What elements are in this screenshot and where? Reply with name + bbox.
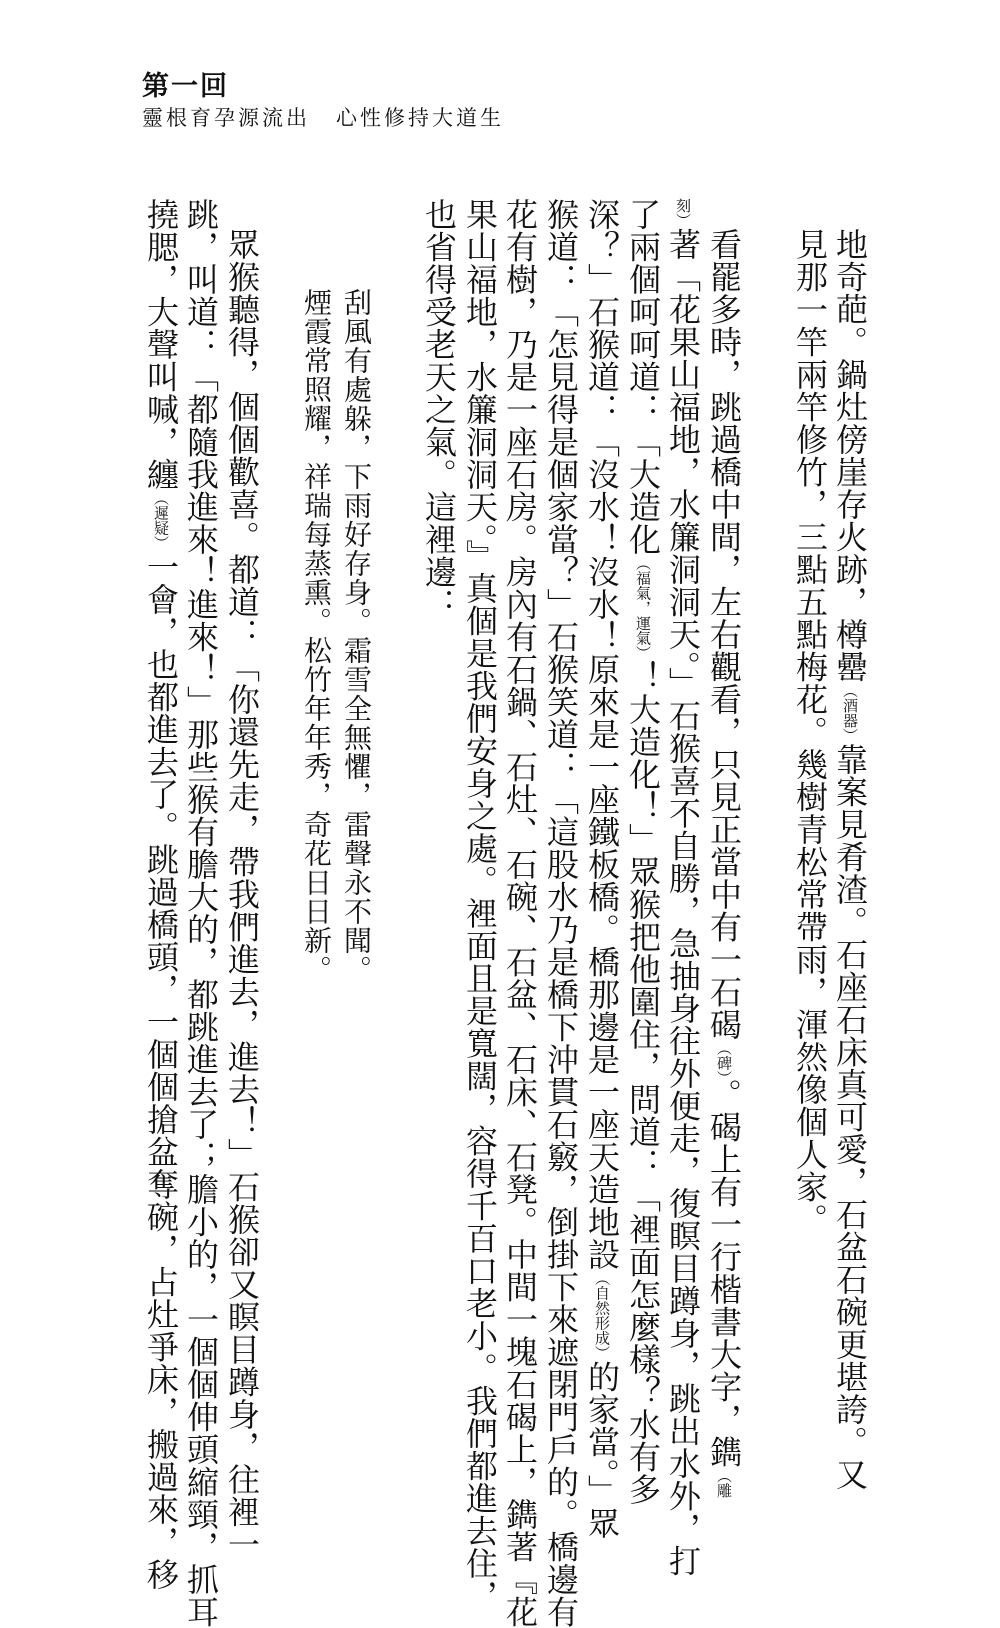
annotation: （福氣，運氣） bbox=[634, 555, 652, 661]
text-run: 花有樹，乃是一座石房。房內有石鍋、石灶、石碗、石盆、石床、石凳。中間一塊石碣上，鐫著『花 bbox=[501, 198, 539, 1628]
text-run: 深？」石猴道：「沒水！沒水！原來是一座鐵板橋。橋那邊是一座天造地設 bbox=[583, 198, 621, 1271]
text-column bbox=[584, 198, 620, 1540]
poem-column bbox=[298, 288, 334, 984]
text-run: 也省得受老天之氣。這裡邊： bbox=[420, 198, 458, 621]
text-run: 靠案見肴渣。石座石床真可愛，石盆石碗更堪誇。又 bbox=[831, 743, 869, 1491]
text-run: 撓腮，大聲叫喊，纏 bbox=[142, 198, 180, 491]
text-run: 著「花果山福地，水簾洞洞天。」石猴喜不自勝，急抽身往外便走，復瞑目蹲身，跳出水外，打 bbox=[664, 228, 702, 1577]
chapter-title bbox=[142, 102, 504, 132]
text-run: 的家當。」眾 bbox=[583, 1360, 621, 1540]
text-column bbox=[421, 198, 457, 621]
text-column bbox=[462, 198, 498, 1612]
text-run: 果山福地，水簾洞洞天。』真個是我們安身之處。裡面且是寬闊，容得千百口老小。我們都進去住， bbox=[461, 198, 499, 1612]
annotation: （遲疑） bbox=[152, 490, 170, 551]
text-run: ！大造化！」眾猴把他圍住，問道：「裡面怎麼樣？水有多 bbox=[624, 660, 662, 1506]
text-run: 刮風有處躲，下雨好存身。霜雪全無懼，雷聲永不聞。 bbox=[340, 288, 373, 984]
text-column bbox=[143, 198, 179, 1591]
annotation: 刻） bbox=[674, 198, 692, 228]
text-column bbox=[706, 228, 742, 1498]
text-column bbox=[832, 228, 868, 1491]
text-run: 。碣上有一行楷書大字，鐫 bbox=[705, 1078, 743, 1468]
annotation: （碑） bbox=[715, 1040, 733, 1078]
chapter-title-right: 心性修持大道生 bbox=[336, 106, 504, 130]
annotation: （酒器） bbox=[841, 683, 859, 743]
text-column bbox=[502, 198, 538, 1628]
chapter-number: 第一回 bbox=[142, 71, 229, 102]
text-column bbox=[224, 228, 260, 1561]
text-run: 見那一竿兩竿修竹，三點五點梅花。幾樹青松常帶雨，渾然像個人家。 bbox=[791, 228, 829, 1236]
text-run: 一會，也都進去了。跳過橋頭，一個個搶盆奪碗，占灶爭床，搬過來，移 bbox=[142, 550, 180, 1591]
annotation: （雕 bbox=[715, 1468, 733, 1498]
text-column bbox=[543, 198, 579, 1628]
text-run: 地奇葩。鍋灶傍崖存火跡，樽罍 bbox=[831, 228, 869, 683]
poem-column bbox=[338, 288, 374, 984]
text-column bbox=[792, 228, 828, 1236]
text-column bbox=[625, 198, 661, 1506]
text-column bbox=[665, 198, 701, 1577]
text-run: 了兩個呵呵道：「大造化 bbox=[624, 198, 662, 556]
text-run: 跳，叫道：「都隨我進來！進來！」那些猴有膽大的，都跳進去了；膽小的，一個個伸頭縮頸，抓耳 bbox=[182, 198, 220, 1628]
text-run: 煙霞常照耀，祥瑞每蒸熏。松竹年年秀，奇花日日新。 bbox=[300, 288, 333, 984]
text-column bbox=[183, 198, 219, 1628]
text-run: 眾猴聽得，個個歡喜。都道：「你還先走，帶我們進去，進去！」石猴卻又瞑目蹲身，往裡一 bbox=[223, 228, 261, 1561]
text-run: 看罷多時，跳過橋中間，左右觀看，只見正當中有一石碣 bbox=[705, 228, 743, 1041]
chapter-title-left: 靈根育孕源流出 bbox=[142, 106, 310, 130]
annotation: （自然形成） bbox=[593, 1270, 611, 1361]
text-run: 猴道：「怎見得是個家當？」石猴笑道：「這股水乃是橋下沖貫石竅，倒掛下來遮閉門戶的。橋邊有 bbox=[542, 198, 580, 1628]
